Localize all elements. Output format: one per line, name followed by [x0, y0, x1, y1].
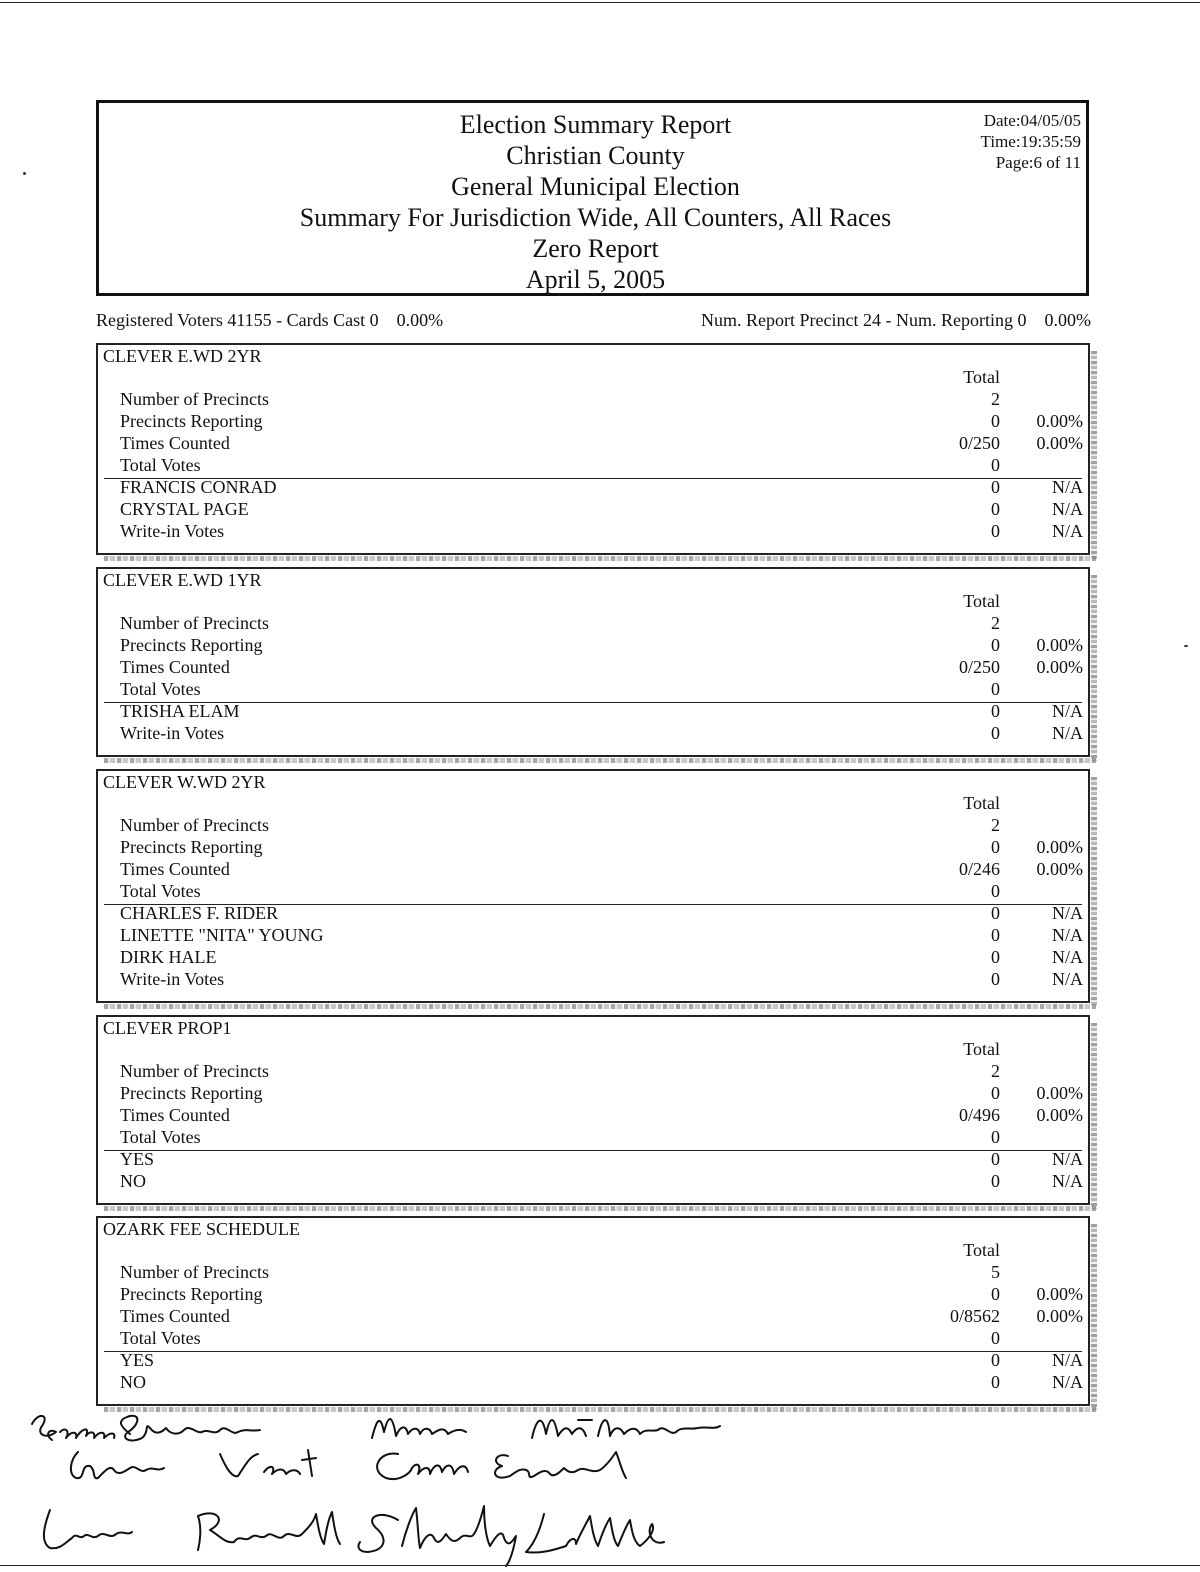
report-header — [96, 100, 1089, 296]
row-percent: 0.00% — [1036, 859, 1083, 879]
row-total: 0 — [991, 1171, 1000, 1191]
scan-shadow-edge — [1091, 777, 1097, 1007]
page-bottom-edge — [0, 1565, 1200, 1566]
row-total: 0 — [991, 455, 1000, 475]
row-percent: 0.00% — [1036, 1306, 1083, 1326]
candidate-row — [98, 1170, 1088, 1192]
candidate-row — [98, 924, 1088, 946]
row-percent: N/A — [1052, 1171, 1083, 1191]
candidate-name: NO — [120, 1372, 146, 1392]
row-total: 0 — [991, 1083, 1000, 1103]
row-percent: N/A — [1052, 1149, 1083, 1169]
row-total: 2 — [991, 1061, 1000, 1081]
race-title: CLEVER E.WD 2YR — [103, 346, 262, 366]
scan-speck — [1184, 645, 1188, 647]
stat-row — [98, 612, 1088, 634]
row-total: 0 — [991, 411, 1000, 431]
candidate-row — [98, 1371, 1088, 1393]
total-column-header: Total — [963, 591, 1000, 611]
total-column-header: Total — [963, 367, 1000, 387]
candidate-row — [98, 1349, 1088, 1371]
stat-row — [98, 1305, 1088, 1327]
race-title: OZARK FEE SCHEDULE — [103, 1219, 300, 1239]
candidate-name: CHARLES F. RIDER — [120, 903, 279, 923]
row-total: 0/250 — [958, 657, 1000, 677]
stat-label: Number of Precincts — [120, 1061, 269, 1081]
candidate-row — [98, 700, 1088, 722]
stat-label: Times Counted — [120, 1306, 230, 1326]
stat-row — [98, 1261, 1088, 1283]
stat-label: Times Counted — [120, 1105, 230, 1125]
stat-row — [98, 1327, 1088, 1349]
stat-label: Precincts Reporting — [120, 1284, 263, 1304]
row-total: 0 — [991, 1149, 1000, 1169]
race-section — [96, 769, 1090, 1003]
row-total: 5 — [991, 1262, 1000, 1282]
row-percent: 0.00% — [1036, 1105, 1083, 1125]
race-section — [96, 1216, 1090, 1406]
stat-row — [98, 880, 1088, 902]
stat-label: Times Counted — [120, 433, 230, 453]
row-percent: N/A — [1052, 521, 1083, 541]
candidate-row — [98, 520, 1088, 542]
race-title: CLEVER W.WD 2YR — [103, 772, 266, 792]
total-column-header: Total — [963, 1039, 1000, 1059]
stat-label: Total Votes — [120, 679, 201, 699]
row-percent: 0.00% — [1036, 657, 1083, 677]
row-total: 0 — [991, 969, 1000, 989]
county-name: Christian County — [506, 141, 685, 170]
row-percent: N/A — [1052, 477, 1083, 497]
stat-label: Precincts Reporting — [120, 635, 263, 655]
candidate-name: DIRK HALE — [120, 947, 217, 967]
candidate-row — [98, 498, 1088, 520]
row-total: 0 — [991, 1284, 1000, 1304]
race-section — [96, 567, 1090, 757]
row-total: 0 — [991, 1127, 1000, 1147]
stat-row — [98, 454, 1088, 476]
row-percent: N/A — [1052, 1350, 1083, 1370]
stat-row — [98, 836, 1088, 858]
race-title: CLEVER PROP1 — [103, 1018, 232, 1038]
page-number: Page:6 of 11 — [995, 153, 1081, 172]
stat-row — [98, 410, 1088, 432]
total-column-header: Total — [963, 793, 1000, 813]
race-section — [96, 343, 1090, 555]
row-percent: N/A — [1052, 925, 1083, 945]
stat-label: Number of Precincts — [120, 389, 269, 409]
election-name: General Municipal Election — [451, 172, 740, 201]
stat-row — [98, 388, 1088, 410]
row-total: 0 — [991, 947, 1000, 967]
row-percent: 0.00% — [1036, 1083, 1083, 1103]
row-percent: N/A — [1052, 969, 1083, 989]
stat-label: Number of Precincts — [120, 815, 269, 835]
stat-label: Total Votes — [120, 881, 201, 901]
row-total: 0 — [991, 925, 1000, 945]
row-percent: N/A — [1052, 499, 1083, 519]
stat-label: Precincts Reporting — [120, 411, 263, 431]
row-total: 2 — [991, 815, 1000, 835]
candidate-row — [98, 902, 1088, 924]
row-total: 0/8562 — [949, 1306, 1000, 1326]
candidate-row — [98, 1148, 1088, 1170]
stat-row — [98, 814, 1088, 836]
stat-label: Total Votes — [120, 1328, 201, 1348]
row-total: 0 — [991, 881, 1000, 901]
stat-row — [98, 634, 1088, 656]
row-percent: 0.00% — [1036, 837, 1083, 857]
total-column-header: Total — [963, 1240, 1000, 1260]
report-title: Election Summary Report — [459, 110, 732, 139]
election-date: April 5, 2005 — [525, 265, 666, 294]
row-percent: N/A — [1052, 903, 1083, 923]
row-total: 2 — [991, 389, 1000, 409]
report-date: Date:04/05/05 — [983, 111, 1081, 130]
row-total: 0 — [991, 679, 1000, 699]
page-top-edge — [0, 2, 1200, 3]
row-total: 0 — [991, 837, 1000, 857]
stat-row — [98, 656, 1088, 678]
scan-shadow-edge — [104, 1004, 1096, 1009]
row-total: 0 — [991, 903, 1000, 923]
candidate-row — [98, 722, 1088, 744]
stat-row — [98, 1082, 1088, 1104]
row-total: 0 — [991, 1328, 1000, 1348]
row-total: 0/250 — [958, 433, 1000, 453]
row-percent: 0.00% — [1036, 635, 1083, 655]
scan-shadow-edge — [104, 556, 1096, 561]
stat-label: Number of Precincts — [120, 1262, 269, 1282]
stat-row — [98, 1104, 1088, 1126]
candidate-name: YES — [120, 1350, 155, 1370]
candidate-row — [98, 968, 1088, 990]
candidate-name: Write-in Votes — [120, 521, 225, 541]
row-total: 0/246 — [958, 859, 1000, 879]
row-total: 0 — [991, 723, 1000, 743]
candidate-name: FRANCIS CONRAD — [120, 477, 277, 497]
row-total: 0 — [991, 521, 1000, 541]
stat-label: Total Votes — [120, 455, 201, 475]
stat-label: Number of Precincts — [120, 613, 269, 633]
scan-speck — [23, 172, 26, 175]
registered-voters-summary: Registered Voters 41155 - Cards Cast 0 0.00% — [96, 310, 444, 330]
candidate-name: Write-in Votes — [120, 969, 225, 989]
scan-shadow-edge — [1091, 575, 1097, 761]
scan-shadow-edge — [1091, 1224, 1097, 1410]
report-titles — [99, 109, 1092, 295]
stat-label: Precincts Reporting — [120, 837, 263, 857]
row-total: 0 — [991, 1372, 1000, 1392]
row-percent: N/A — [1052, 723, 1083, 743]
row-total: 0 — [991, 499, 1000, 519]
summary-scope: Summary For Jurisdiction Wide, All Counters, All Races — [299, 203, 892, 232]
candidate-name: TRISHA ELAM — [120, 701, 240, 721]
stat-row — [98, 858, 1088, 880]
candidate-name: NO — [120, 1171, 146, 1191]
row-total: 0 — [991, 701, 1000, 721]
candidate-name: YES — [120, 1149, 155, 1169]
row-total: 0 — [991, 1350, 1000, 1370]
row-percent: 0.00% — [1036, 411, 1083, 431]
scan-shadow-edge — [1091, 1023, 1097, 1209]
row-percent: N/A — [1052, 701, 1083, 721]
stat-row — [98, 1126, 1088, 1148]
signatures-image — [20, 1402, 740, 1567]
report-time: Time:19:35:59 — [980, 132, 1081, 151]
row-percent: 0.00% — [1036, 1284, 1083, 1304]
stat-label: Total Votes — [120, 1127, 201, 1147]
row-percent: N/A — [1052, 947, 1083, 967]
stat-label: Precincts Reporting — [120, 1083, 263, 1103]
stat-row — [98, 432, 1088, 454]
scan-shadow-edge — [104, 758, 1096, 763]
stat-row — [98, 1283, 1088, 1305]
stat-label: Times Counted — [120, 657, 230, 677]
report-type: Zero Report — [532, 234, 659, 263]
stat-row — [98, 1060, 1088, 1082]
row-total: 0 — [991, 635, 1000, 655]
scan-shadow-edge — [1091, 351, 1097, 559]
race-title: CLEVER E.WD 1YR — [103, 570, 262, 590]
official-signatures — [20, 1402, 740, 1567]
candidate-name: Write-in Votes — [120, 723, 225, 743]
row-percent: 0.00% — [1036, 433, 1083, 453]
row-total: 2 — [991, 613, 1000, 633]
precinct-reporting-summary: Num. Report Precinct 24 - Num. Reporting 0 0.00% — [701, 310, 1091, 330]
candidate-row — [98, 946, 1088, 968]
candidate-name: CRYSTAL PAGE — [120, 499, 249, 519]
row-total: 0 — [991, 477, 1000, 497]
stat-label: Times Counted — [120, 859, 230, 879]
candidate-name: LINETTE "NITA" YOUNG — [120, 925, 324, 945]
row-percent: N/A — [1052, 1372, 1083, 1392]
candidate-row — [98, 476, 1088, 498]
scan-shadow-edge — [104, 1206, 1096, 1211]
race-section — [96, 1015, 1090, 1205]
stat-row — [98, 678, 1088, 700]
report-meta — [981, 110, 1081, 173]
row-total: 0/496 — [958, 1105, 1000, 1125]
